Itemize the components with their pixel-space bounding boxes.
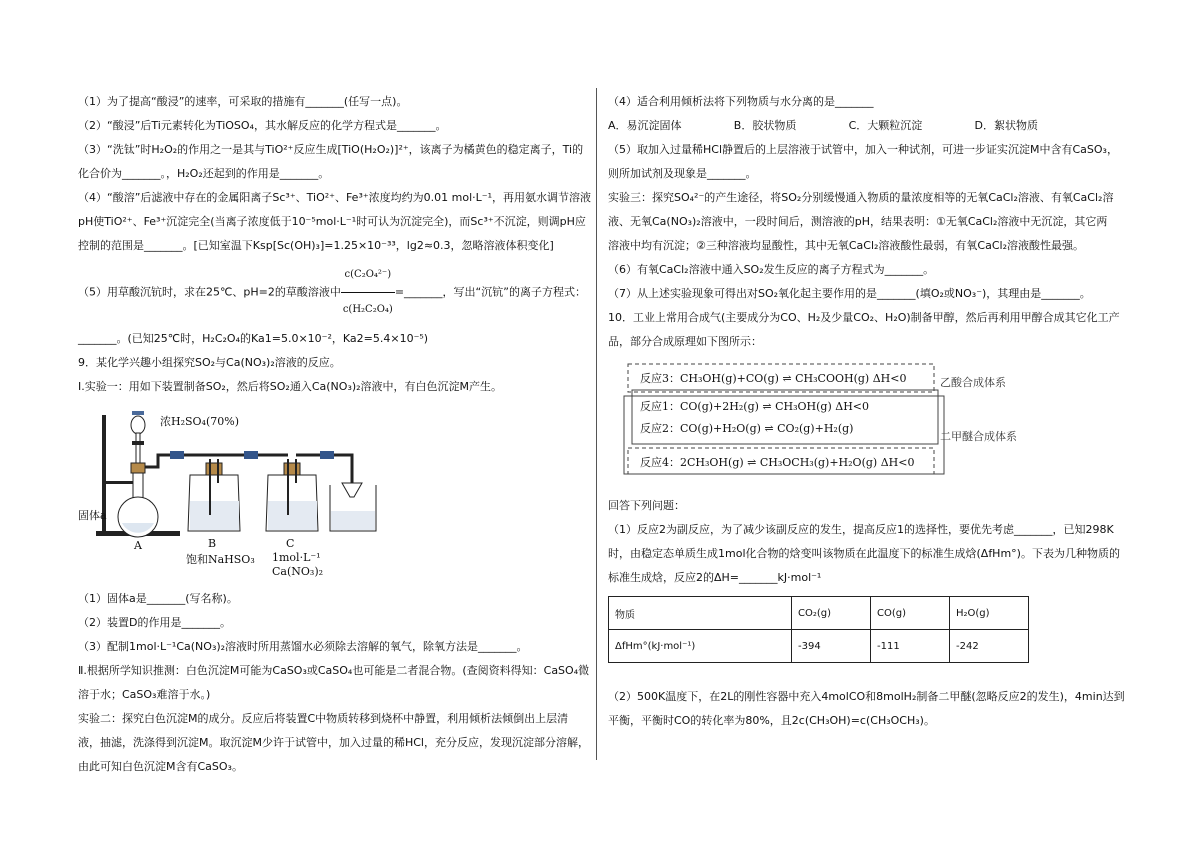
apparatus-drawing [78, 403, 458, 583]
reaction-4: 反应4：2CH₃OH(g) ⇌ CH₃OCH₃(g)+H₂O(g) ΔH<0 [640, 456, 915, 469]
sub-q3: （3）配制1mol·L⁻¹Ca(NO₃)₂溶液时所用蒸馏水必须除去溶解的氧气，除氧方法是_______。 [78, 640, 528, 653]
exp2-c: 由此可知白色沉淀M含有CaSO₃。 [78, 760, 243, 773]
option-d: D．絮状物质 [974, 119, 1038, 132]
option-b: B．胶状物质 [733, 119, 797, 132]
exp2-b: 液，抽滤，洗涤得到沉淀M。取沉淀M少许于试管中，加入过量的稀HCl，充分反应，发现沉淀部分溶解， [78, 736, 589, 749]
q1-text: （1）为了提高“酸浸”的速率，可采取的措施有_______(任写一点)。 [78, 95, 408, 108]
part1-b: 时，由稳定态单质生成1mol化合物的焓变叫该物质在此温度下的标准生成焓(ΔfHm°)。下表为几种物质的 [608, 547, 1120, 560]
reaction-diagram [622, 362, 1017, 478]
q2-text: （2）“酸浸”后Ti元素转化为TiOSO₄，其水解反应的化学方程式是_______。 [78, 119, 447, 132]
sub-q2: （2）装置D的作用是_______。 [78, 616, 231, 629]
exp3-b: 液、无氧Ca(NO₃)₂溶液中，一段时间后，测溶液的pH，结果表明：①无氧CaCl₂溶液中无沉淀，其它两 [608, 215, 1108, 228]
right-column [608, 90, 1125, 733]
reaction-3: 反应3：CH₃OH(g)+CO(g) ⇌ CH₃COOH(g) ΔH<0 [640, 372, 907, 385]
table-header-cell: CO₂(g) [792, 597, 871, 630]
dme-system-label: 二甲醚合成体系 [940, 430, 1017, 443]
bottle-c-solution: Ca(NO₃)₂ [272, 565, 324, 578]
part-ii-a: Ⅱ.根据所学知识推测：白色沉淀M可能为CaSO₃或CaSO₄也可能是二者混合物。(查阅资料得知：CaSO₄微 [78, 664, 590, 677]
reaction-2: 反应2：CO(g)+H₂O(g) ⇌ CO₂(g)+H₂(g) [640, 422, 854, 435]
exp3-c: 溶液中均有沉淀；②三种溶液均显酸性，其中无氧CaCl₂溶液酸性最弱，有氧CaCl₂溶液酸性最强。 [608, 239, 1084, 252]
table-header-cell: 物质 [609, 597, 792, 630]
q5-text-a [78, 258, 586, 327]
table-header-row [609, 597, 1029, 630]
apparatus-diagram [78, 403, 458, 583]
q5-post: =_______，写出“沉钪”的离子方程式： [394, 285, 586, 299]
column-divider [596, 88, 597, 760]
q5-pre: （5）用草酸沉钪时，求在25℃、pH=2的草酸溶液中 [78, 285, 341, 299]
answer-heading: 回答下列问题： [608, 499, 685, 512]
q9-title: 9．某化学兴趣小组探究SO₂与Ca(NO₃)₂溶液的反应。 [78, 356, 341, 369]
q5-text-b: _______。(已知25℃时，H₂C₂O₄的Ka1=5.0×10⁻²，Ka2=5.4×10⁻⁵) [78, 332, 429, 345]
sub-q5-a: （5）取加入过量稀HCl静置后的上层溶液于试管中，加入一种试剂，可进一步证实沉淀M中含有CaSO₃， [608, 143, 1118, 156]
label-B: B [208, 537, 217, 550]
part-ii-b: 溶于水；CaSO₃难溶于水。) [78, 688, 211, 701]
q3-text-b: 化合价为_______。，H₂O₂还起到的作用是_______。 [78, 167, 330, 180]
q3-text-a: （3）“洗钛”时H₂O₂的作用之一是其与TiO²⁺反应生成[TiO(H₂O₂)]²⁺，该离子为橘黄色的稳定离子，Ti的 [78, 143, 584, 156]
part2-a: （2）500K温度下，在2L的刚性容器中充入4molCO和8molH₂制备二甲醚(忽略反应2的发生)，4min达到 [608, 690, 1125, 703]
q4-text-a: （4）“酸溶”后滤液中存在的金属阳离子Sc³⁺、TiO²⁺、Fe³⁺浓度均约为0.01 mol·L⁻¹，再用氨水调节溶液 [78, 191, 591, 204]
exp1-text: Ⅰ.实验一：用如下装置制备SO₂，然后将SO₂通入Ca(NO₃)₂溶液中，有白色沉淀M产生。 [78, 380, 503, 393]
q4-text-b: pH使TiO²⁺、Fe³⁺沉淀完全(当离子浓度低于10⁻⁵mol·L⁻¹时可认为沉淀完全)，而Sc³⁺不沉淀，则调pH应 [78, 215, 586, 228]
option-a: A．易沉淀固体 [608, 119, 682, 132]
q10-a: 10．工业上常用合成气(主要成分为CO、H₂及少量CO₂、H₂O)制备甲醇，然后再利用甲醇合成其它化工产 [608, 311, 1120, 324]
q5-fraction [341, 258, 395, 327]
table-header-cell: CO(g) [871, 597, 950, 630]
sub-q7: （7）从上述实验现象可得出对SO₂氧化起主要作用的是_______(填O₂或NO₃⁻)，其理由是_______。 [608, 287, 1091, 300]
sub-q4-options [608, 114, 1038, 138]
reaction-1: 反应1：CO(g)+2H₂(g) ⇌ CH₃OH(g) ΔH<0 [640, 400, 870, 413]
sub-q1: （1）固体a是_______(写名称)。 [78, 592, 238, 605]
q4-text-c: 控制的范围是_______。[已知室温下Ksp[Sc(OH)₃]=1.25×10⁻³³，lg2≈0.3，忽略溶液体积变化] [78, 239, 554, 252]
table-cell: -242 [950, 630, 1029, 663]
table-row [609, 630, 1029, 663]
table-cell: -394 [792, 630, 871, 663]
acid-label: 浓H₂SO₄(70%) [160, 415, 239, 428]
part1-c: 标准生成焓，反应2的ΔH=_______kJ·mol⁻¹ [608, 571, 822, 584]
option-c: C．大颗粒沉淀 [848, 119, 923, 132]
bottle-b-solution: 饱和NaHSO₃ [186, 553, 255, 566]
exp2-a: 实验二：探究白色沉淀M的成分。反应后将装置C中物质转移到烧杯中静置，利用倾析法倾倒出上层清 [78, 712, 569, 725]
label-C: C [286, 537, 295, 550]
acetic-acid-system-label: 乙酸合成体系 [940, 376, 1006, 389]
part2-b: 平衡，平衡时CO的转化率为80%，且2c(CH₃OH)=c(CH₃OCH₃)。 [608, 714, 935, 727]
sub-q4: （4）适合利用倾析法将下列物质与水分离的是_______ [608, 95, 874, 108]
q5-frac-num: c(C₂O₄²⁻) [341, 258, 395, 293]
table-header-cell: H₂O(g) [950, 597, 1029, 630]
q10-b: 品，部分合成原理如下图所示： [608, 335, 762, 348]
enthalpy-table [608, 596, 1029, 663]
sub-q5-b: 则所加试剂及现象是_______。 [608, 167, 757, 180]
table-cell: -111 [871, 630, 950, 663]
bottle-c-conc: 1mol·L⁻¹ [272, 551, 321, 564]
table-row-label: ΔfHm°(kJ·mol⁻¹) [609, 630, 792, 663]
label-A: A [134, 539, 142, 552]
q5-frac-den: c(H₂C₂O₄) [342, 304, 393, 315]
solid-a-label: 固体a [78, 509, 107, 522]
sub-q6: （6）有氧CaCl₂溶液中通入SO₂发生反应的离子方程式为_______。 [608, 263, 935, 276]
left-column [78, 90, 591, 779]
exp3-a: 实验三：探究SO₄²⁻的产生途径，将SO₂分别缓慢通入物质的量浓度相等的无氧CaCl₂溶液、有氧CaCl₂溶 [608, 191, 1114, 204]
part1-a: （1）反应2为副反应，为了减少该副反应的发生，提高反应1的选择性，要优先考虑_______，已知298K [608, 523, 1114, 536]
